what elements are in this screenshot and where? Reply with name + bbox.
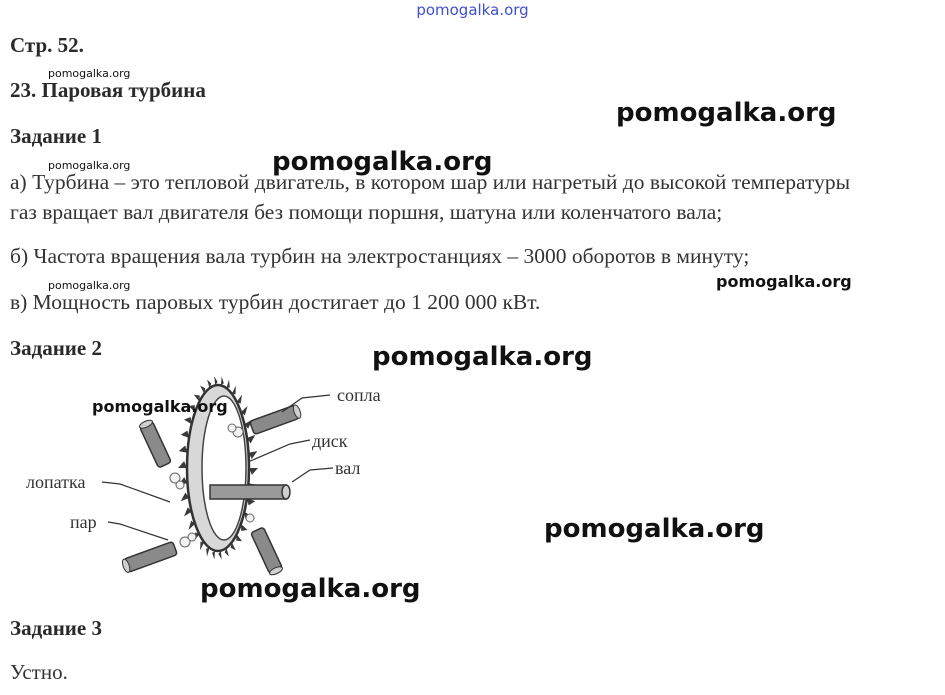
watermark-large-1: pomogalka.org [616, 98, 837, 128]
turbine-blade [221, 376, 224, 385]
watermark-small-1: pomogalka.org [48, 67, 131, 80]
label-blade: лопатка [26, 472, 86, 492]
watermark-large-2: pomogalka.org [272, 147, 493, 177]
turbine-shaft [210, 485, 290, 499]
label-shaft: вал [335, 458, 361, 478]
watermark-large-3: pomogalka.org [372, 342, 593, 372]
task1-answer-a-line1: а) Турбина – это тепловой двигатель, в котором шар или нагретый до высокой температуры [10, 170, 851, 194]
page-number: Стр. 52. [10, 33, 84, 57]
turbine-blade [181, 431, 189, 438]
watermark-medium-2: pomogalka.org [92, 397, 228, 416]
turbine-blade [249, 468, 258, 475]
task1-answer-b: б) Частота вращения вала турбин на электростанциях – 3000 оборотов в минуту; [10, 244, 750, 268]
task1-answer-a-line2: газ вращает вал двигателя без помощи поршня, шатуна или коленчатого вала; [10, 200, 723, 224]
task2-heading: Задание 2 [10, 336, 102, 360]
turbine-blade [212, 551, 215, 560]
turbine-disk-inner [202, 396, 246, 540]
label-nozzles: сопла [337, 385, 381, 405]
watermark-medium-1: pomogalka.org [716, 272, 852, 291]
task3-heading: Задание 3 [10, 616, 102, 640]
section-title: 23. Паровая турбина [10, 78, 206, 102]
watermark-large-5: pomogalka.org [200, 574, 421, 604]
label-steam: пар [70, 512, 97, 532]
nozzle-bottom-left [121, 541, 177, 573]
task1-heading: Задание 1 [10, 124, 102, 148]
label-disk: диск [312, 431, 348, 451]
turbine-blade [184, 417, 192, 424]
nozzle-top-right [250, 404, 303, 435]
nozzle-bottom-right [251, 527, 284, 576]
watermark-large-4: pomogalka.org [544, 514, 765, 544]
task1-answer-c: в) Мощность паровых турбин достигает до 1 200 000 кВт. [10, 290, 541, 314]
nozzle-left-top [138, 419, 171, 468]
watermark-small-3: pomogalka.org [48, 279, 131, 292]
watermark-small-2: pomogalka.org [48, 159, 131, 172]
turbine-blade [179, 445, 188, 452]
turbine-blade [241, 524, 248, 531]
turbine-blade [178, 461, 187, 468]
watermark-top: pomogalka.org [416, 1, 529, 19]
task3-answer: Устно. [10, 660, 68, 684]
